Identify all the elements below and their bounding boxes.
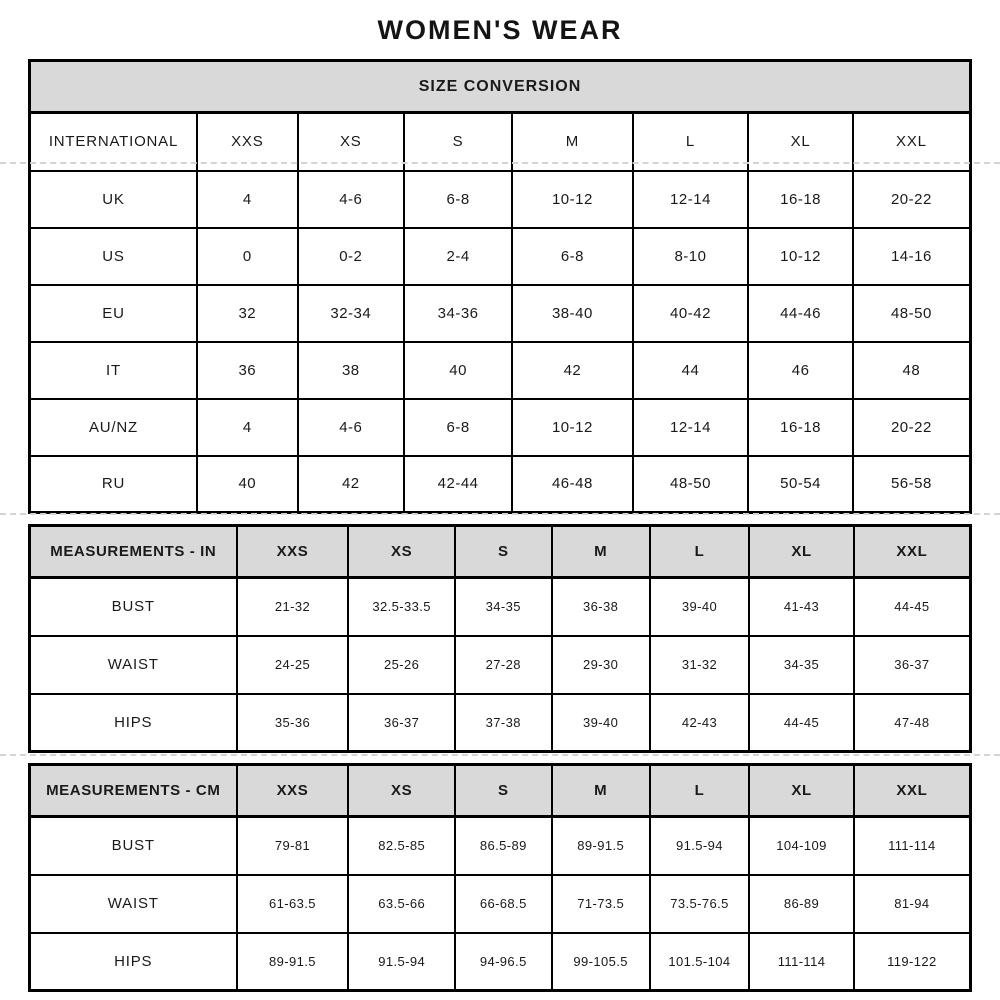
size-header-xxl: XXL: [854, 526, 971, 578]
size-header-xxs: XXS: [237, 526, 349, 578]
column-header-xs: XS: [298, 113, 404, 171]
size-value-cell: 35-36: [237, 694, 349, 752]
row-label: AU/NZ: [30, 399, 197, 456]
table-row: [30, 578, 971, 636]
column-header-international: INTERNATIONAL: [30, 113, 197, 171]
size-value-cell: 111-114: [854, 817, 971, 875]
row-label: HIPS: [30, 933, 237, 991]
size-header-xxs: XXS: [237, 765, 349, 817]
size-header-xs: XS: [348, 526, 454, 578]
size-value-cell: 6-8: [404, 399, 512, 456]
size-value-cell: 34-36: [404, 285, 512, 342]
size-value-cell: 61-63.5: [237, 875, 349, 933]
size-header-m: M: [552, 526, 650, 578]
size-value-cell: 10-12: [748, 228, 852, 285]
size-value-cell: 12-14: [633, 171, 749, 228]
size-value-cell: 29-30: [552, 636, 650, 694]
size-value-cell: 66-68.5: [455, 875, 552, 933]
size-header-m: M: [552, 765, 650, 817]
size-value-cell: 0-2: [298, 228, 404, 285]
size-value-cell: 38-40: [512, 285, 632, 342]
table-row: [30, 399, 971, 456]
size-value-cell: 25-26: [348, 636, 454, 694]
size-conversion-header: SIZE CONVERSION: [30, 61, 971, 113]
size-value-cell: 104-109: [749, 817, 853, 875]
row-label: WAIST: [30, 636, 237, 694]
size-header-xl: XL: [749, 765, 853, 817]
column-header-s: S: [404, 113, 512, 171]
column-header-xl: XL: [748, 113, 852, 171]
table-row: [30, 933, 971, 991]
measurements-cm-header-row: [30, 765, 971, 817]
size-value-cell: 2-4: [404, 228, 512, 285]
row-label: WAIST: [30, 875, 237, 933]
size-value-cell: 36: [197, 342, 298, 399]
size-value-cell: 40: [197, 456, 298, 513]
size-value-cell: 42: [298, 456, 404, 513]
size-header-xxl: XXL: [854, 765, 971, 817]
column-header-l: L: [633, 113, 749, 171]
size-value-cell: 24-25: [237, 636, 349, 694]
size-header-xl: XL: [749, 526, 853, 578]
size-value-cell: 4: [197, 171, 298, 228]
size-value-cell: 4-6: [298, 171, 404, 228]
size-value-cell: 4: [197, 399, 298, 456]
size-value-cell: 86.5-89: [455, 817, 552, 875]
size-value-cell: 4-6: [298, 399, 404, 456]
size-value-cell: 36-37: [348, 694, 454, 752]
size-value-cell: 44-45: [749, 694, 853, 752]
size-value-cell: 86-89: [749, 875, 853, 933]
size-conversion-table: [28, 59, 972, 514]
size-value-cell: 40-42: [633, 285, 749, 342]
size-value-cell: 44-46: [748, 285, 852, 342]
size-value-cell: 46: [748, 342, 852, 399]
size-value-cell: 56-58: [853, 456, 971, 513]
size-value-cell: 41-43: [749, 578, 853, 636]
size-value-cell: 36-38: [552, 578, 650, 636]
column-header-xxs: XXS: [197, 113, 298, 171]
size-value-cell: 82.5-85: [348, 817, 454, 875]
size-value-cell: 6-8: [404, 171, 512, 228]
size-conversion-column-header-row: [30, 113, 971, 171]
size-header-s: S: [455, 765, 552, 817]
size-value-cell: 44: [633, 342, 749, 399]
row-label: US: [30, 228, 197, 285]
size-value-cell: 6-8: [512, 228, 632, 285]
size-value-cell: 50-54: [748, 456, 852, 513]
table-row: [30, 456, 971, 513]
size-value-cell: 81-94: [854, 875, 971, 933]
size-value-cell: 89-91.5: [552, 817, 650, 875]
size-value-cell: 99-105.5: [552, 933, 650, 991]
size-value-cell: 46-48: [512, 456, 632, 513]
size-value-cell: 34-35: [455, 578, 552, 636]
page-title: WOMEN'S WEAR: [377, 15, 623, 45]
column-header-xxl: XXL: [853, 113, 971, 171]
size-value-cell: 94-96.5: [455, 933, 552, 991]
row-label: BUST: [30, 817, 237, 875]
size-value-cell: 71-73.5: [552, 875, 650, 933]
size-value-cell: 16-18: [748, 399, 852, 456]
size-value-cell: 10-12: [512, 399, 632, 456]
table-row: [30, 342, 971, 399]
size-value-cell: 21-32: [237, 578, 349, 636]
size-value-cell: 20-22: [853, 171, 971, 228]
table-row: [30, 228, 971, 285]
size-value-cell: 0: [197, 228, 298, 285]
size-value-cell: 37-38: [455, 694, 552, 752]
size-value-cell: 39-40: [552, 694, 650, 752]
size-value-cell: 32-34: [298, 285, 404, 342]
size-header-s: S: [455, 526, 552, 578]
size-value-cell: 38: [298, 342, 404, 399]
row-label: HIPS: [30, 694, 237, 752]
table-row: [30, 694, 971, 752]
measurements-cm-header: MEASUREMENTS - CM: [30, 765, 237, 817]
table-row: [30, 817, 971, 875]
size-value-cell: 27-28: [455, 636, 552, 694]
size-value-cell: 91.5-94: [348, 933, 454, 991]
size-value-cell: 42: [512, 342, 632, 399]
column-header-m: M: [512, 113, 632, 171]
size-value-cell: 48-50: [853, 285, 971, 342]
row-label: RU: [30, 456, 197, 513]
measurements-in-header-row: [30, 526, 971, 578]
size-value-cell: 42-44: [404, 456, 512, 513]
size-value-cell: 63.5-66: [348, 875, 454, 933]
size-value-cell: 32.5-33.5: [348, 578, 454, 636]
table-row: [30, 636, 971, 694]
size-conversion-header-row: [30, 61, 971, 113]
table-row: [30, 285, 971, 342]
size-value-cell: 36-37: [854, 636, 971, 694]
size-value-cell: 48: [853, 342, 971, 399]
size-value-cell: 89-91.5: [237, 933, 349, 991]
size-value-cell: 119-122: [854, 933, 971, 991]
size-value-cell: 20-22: [853, 399, 971, 456]
row-label: EU: [30, 285, 197, 342]
size-value-cell: 79-81: [237, 817, 349, 875]
size-value-cell: 10-12: [512, 171, 632, 228]
size-value-cell: 39-40: [650, 578, 750, 636]
measurements-in-header: MEASUREMENTS - IN: [30, 526, 237, 578]
size-value-cell: 8-10: [633, 228, 749, 285]
size-value-cell: 16-18: [748, 171, 852, 228]
table-row: [30, 875, 971, 933]
size-header-xs: XS: [348, 765, 454, 817]
size-value-cell: 12-14: [633, 399, 749, 456]
size-value-cell: 34-35: [749, 636, 853, 694]
measurements-in-table: [28, 524, 972, 753]
measurements-cm-table: [28, 763, 972, 992]
row-label: BUST: [30, 578, 237, 636]
size-header-l: L: [650, 526, 750, 578]
size-value-cell: 73.5-76.5: [650, 875, 750, 933]
size-value-cell: 42-43: [650, 694, 750, 752]
size-value-cell: 91.5-94: [650, 817, 750, 875]
size-value-cell: 111-114: [749, 933, 853, 991]
row-label: UK: [30, 171, 197, 228]
size-value-cell: 44-45: [854, 578, 971, 636]
row-label: IT: [30, 342, 197, 399]
size-value-cell: 48-50: [633, 456, 749, 513]
size-header-l: L: [650, 765, 750, 817]
size-value-cell: 47-48: [854, 694, 971, 752]
size-value-cell: 14-16: [853, 228, 971, 285]
size-value-cell: 32: [197, 285, 298, 342]
size-value-cell: 40: [404, 342, 512, 399]
table-row: [30, 171, 971, 228]
size-value-cell: 101.5-104: [650, 933, 750, 991]
size-value-cell: 31-32: [650, 636, 750, 694]
